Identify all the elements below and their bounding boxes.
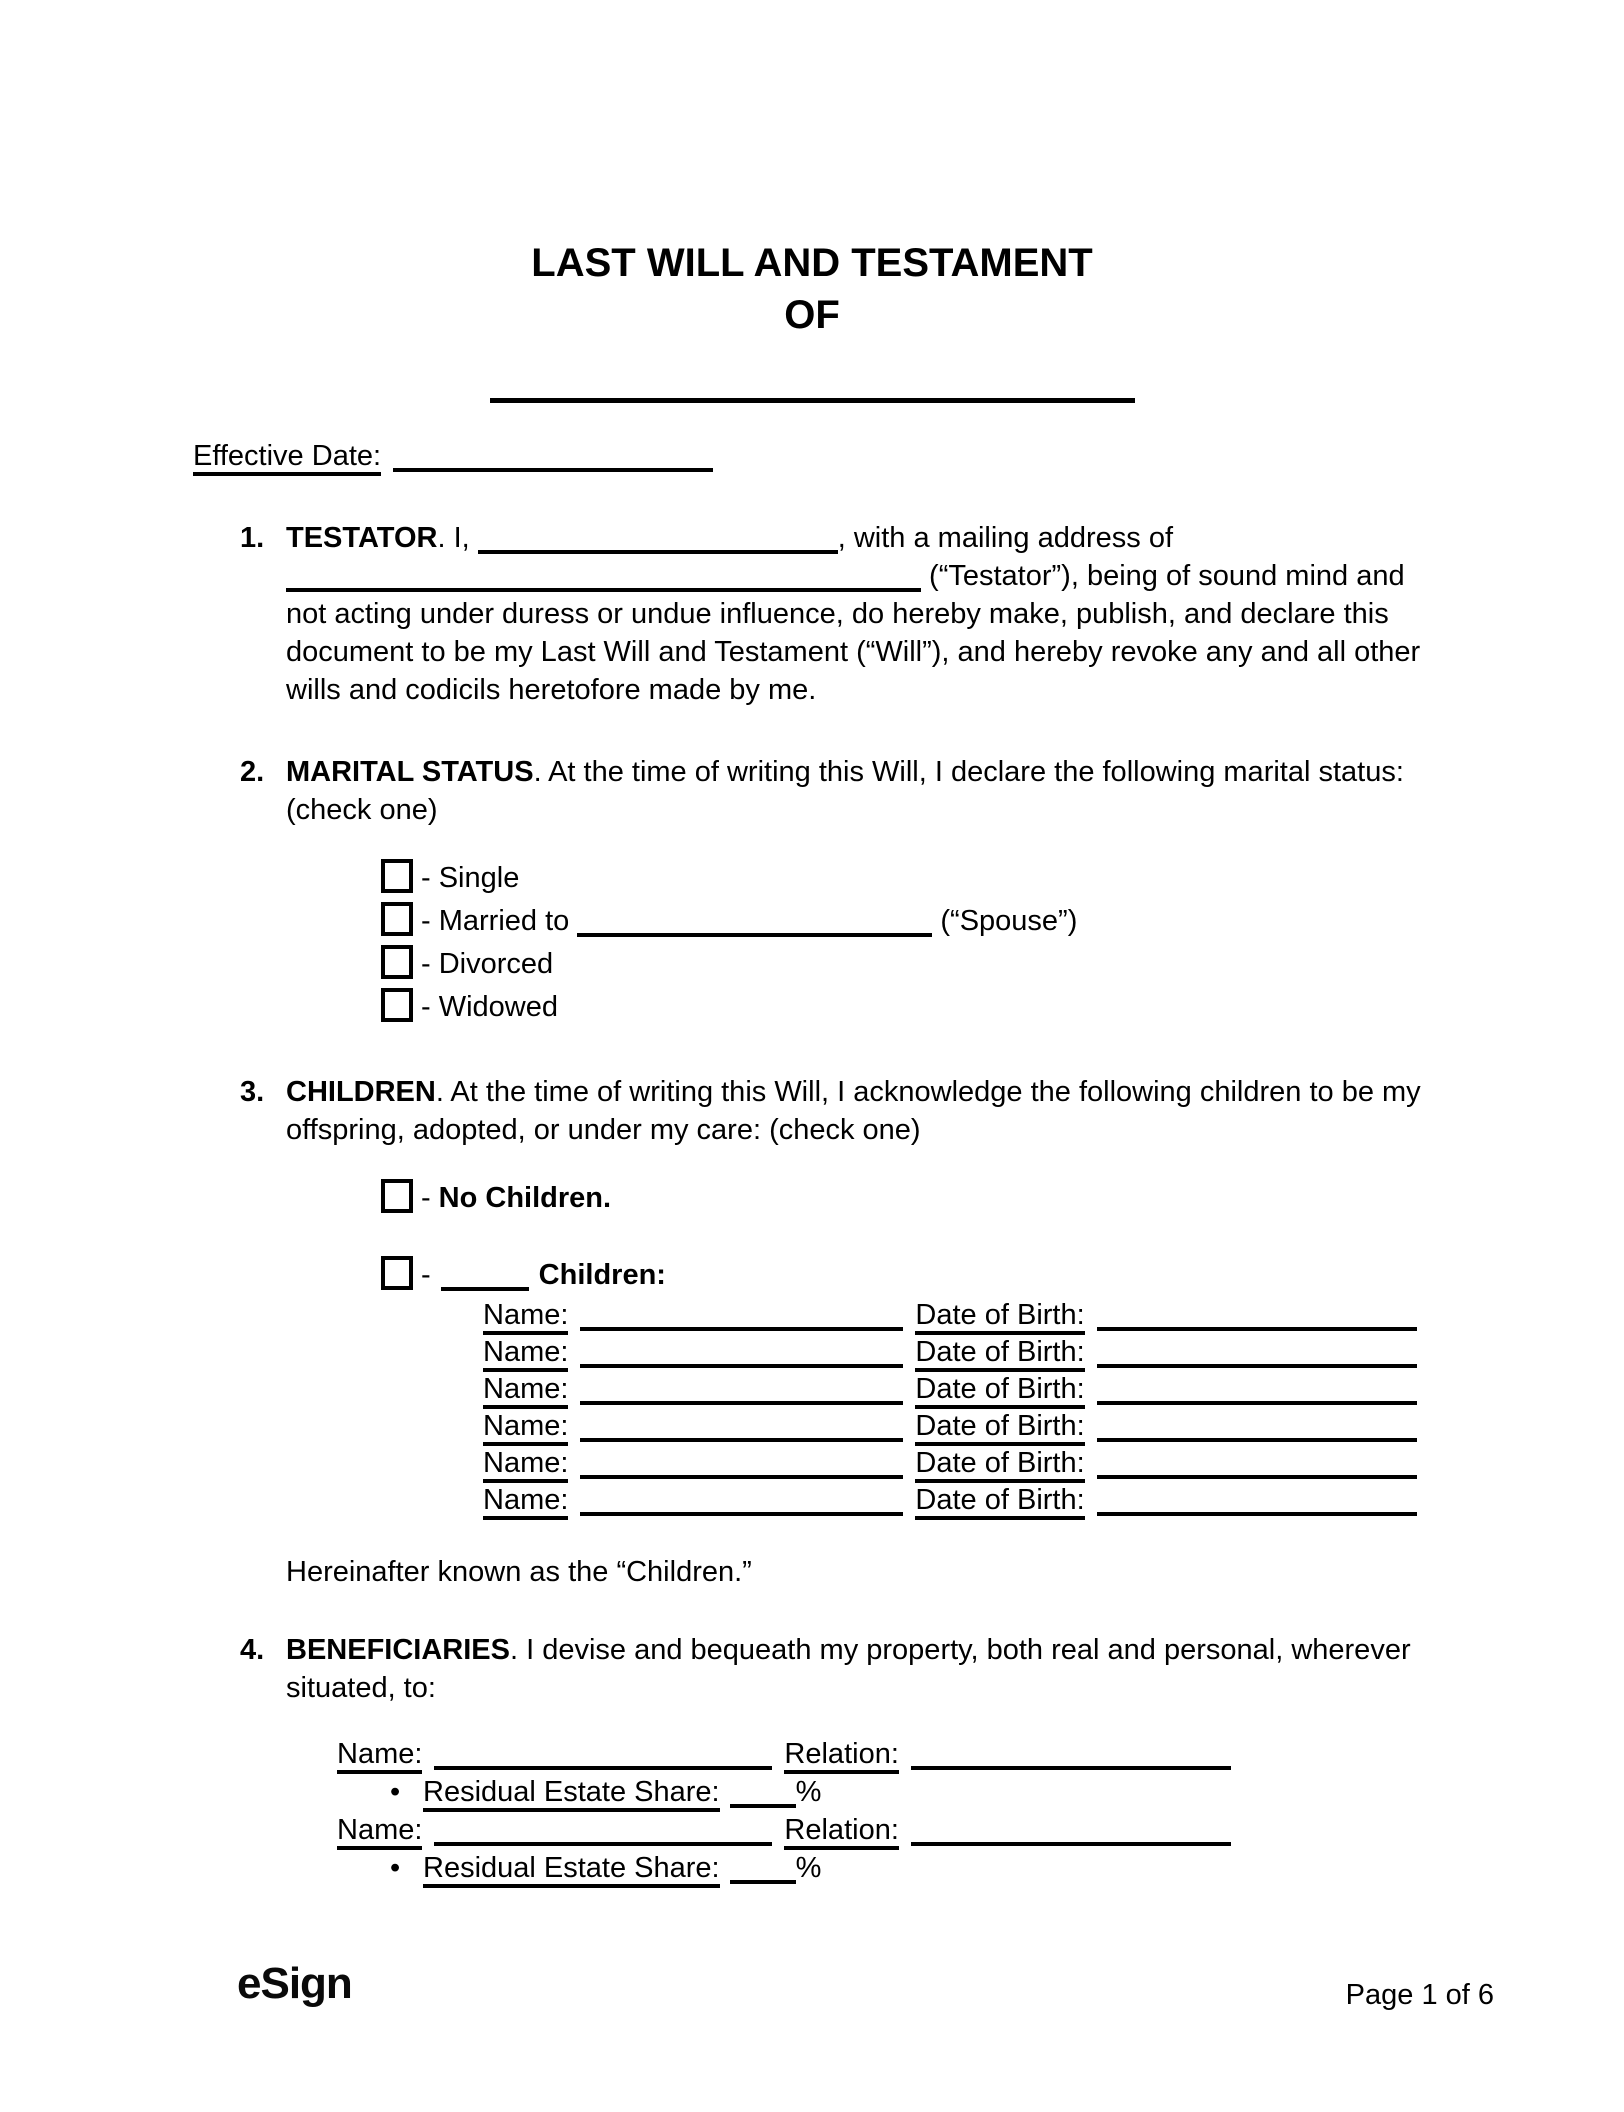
beneficiary-relation-label: Relation: [784, 1814, 898, 1850]
effective-date-row [193, 437, 1431, 475]
beneficiaries-list [286, 1735, 1431, 1887]
children-list [286, 1297, 1431, 1519]
divorced-checkbox[interactable] [381, 945, 413, 979]
beneficiary-row-2 [337, 1811, 1431, 1849]
beneficiaries-body-text: . I devise and bequeath my property, both real and personal, wherever situated, to: [286, 1634, 1411, 1704]
percent-sign: % [795, 1852, 822, 1884]
children-count-field[interactable] [441, 1261, 529, 1291]
child-dob-label: Date of Birth: [915, 1299, 1084, 1335]
beneficiary-share-row-1 [390, 1773, 1431, 1811]
children-options [286, 1177, 1431, 1297]
child-dob-field[interactable] [1097, 1375, 1417, 1405]
residual-share-field[interactable] [730, 1854, 796, 1884]
child-dob-field[interactable] [1097, 1301, 1417, 1331]
marital-option-married [381, 900, 1431, 943]
no-children-checkbox[interactable] [381, 1179, 413, 1213]
child-row-5 [483, 1445, 1431, 1482]
children-option-none [381, 1177, 1431, 1220]
testator-address-field[interactable] [286, 562, 921, 592]
child-dob-label: Date of Birth: [915, 1484, 1084, 1520]
residual-share-field[interactable] [730, 1778, 796, 1808]
child-name-label: Name: [483, 1447, 568, 1483]
spouse-name-field[interactable] [577, 907, 932, 937]
child-name-field[interactable] [580, 1301, 903, 1331]
child-name-field[interactable] [580, 1338, 903, 1368]
divorced-label: - Divorced [421, 948, 554, 980]
testator-intro-text: . I, [437, 522, 478, 554]
child-dob-field[interactable] [1097, 1449, 1417, 1479]
child-name-label: Name: [483, 1299, 568, 1335]
section-children-number: 3. [240, 1076, 265, 1108]
marital-body-text: . At the time of writing this Will, I declare the following marital status: (check one) [286, 756, 1404, 826]
effective-date-label: Effective Date: [193, 440, 381, 476]
testator-name-field[interactable] [478, 524, 838, 554]
widowed-label: - Widowed [421, 991, 558, 1023]
section-beneficiaries [193, 1631, 1431, 1887]
has-children-label: Children: [538, 1259, 666, 1291]
child-row-3 [483, 1371, 1431, 1408]
no-children-dash: - [421, 1182, 431, 1214]
testator-body-text: (“Testator”), being of sound mind and not acting under duress or undue influence, do hereby make, publish, and declare this document to be my Last Will and Testament (“Will”), and hereby revoke any and all other wills and codicils heretofore made by me. [286, 560, 1421, 706]
child-name-field[interactable] [580, 1375, 903, 1405]
title-line-2: OF [784, 293, 840, 337]
section-testator-number: 1. [240, 522, 265, 554]
children-heading: CHILDREN [286, 1076, 436, 1108]
marital-option-single [381, 857, 1431, 900]
beneficiary-relation-field[interactable] [911, 1816, 1231, 1846]
marital-option-divorced [381, 943, 1431, 986]
testator-after-name-text: , with a mailing address of [837, 522, 1174, 554]
spouse-suffix-label: (“Spouse”) [932, 905, 1078, 937]
single-label: - Single [421, 862, 520, 894]
effective-date-field[interactable] [393, 442, 713, 472]
testator-title-name-blank[interactable] [490, 398, 1135, 403]
marital-options [286, 857, 1431, 1029]
beneficiary-row-1 [337, 1735, 1431, 1773]
children-paragraph [286, 1073, 1431, 1149]
child-name-label: Name: [483, 1484, 568, 1520]
child-name-field[interactable] [580, 1449, 903, 1479]
single-checkbox[interactable] [381, 859, 413, 893]
marital-option-widowed [381, 986, 1431, 1029]
beneficiaries-heading: BENEFICIARIES [286, 1634, 510, 1666]
document-title [193, 237, 1431, 341]
child-dob-field[interactable] [1097, 1412, 1417, 1442]
child-dob-label: Date of Birth: [915, 1336, 1084, 1372]
child-name-label: Name: [483, 1373, 568, 1409]
child-name-label: Name: [483, 1336, 568, 1372]
child-name-field[interactable] [580, 1412, 903, 1442]
esign-logo: eSign [237, 1959, 352, 2008]
child-dob-field[interactable] [1097, 1486, 1417, 1516]
children-option-count [381, 1254, 1431, 1297]
section-testator [193, 519, 1431, 709]
beneficiaries-paragraph [286, 1631, 1431, 1707]
child-row-2 [483, 1334, 1431, 1371]
section-children [193, 1073, 1431, 1591]
beneficiary-relation-label: Relation: [784, 1738, 898, 1774]
residual-share-label: Residual Estate Share: [423, 1852, 720, 1888]
child-dob-label: Date of Birth: [915, 1447, 1084, 1483]
percent-sign: % [795, 1776, 822, 1808]
married-label: - Married to [421, 905, 578, 937]
residual-share-label: Residual Estate Share: [423, 1776, 720, 1812]
bullet-icon: • [390, 1852, 401, 1884]
children-body-text: . At the time of writing this Will, I acknowledge the following children to be my offspring, adopted, or under my care: (check one) [286, 1076, 1421, 1146]
beneficiary-share-row-2 [390, 1849, 1431, 1887]
widowed-checkbox[interactable] [381, 988, 413, 1022]
section-marital-number: 2. [240, 756, 265, 788]
beneficiary-relation-field[interactable] [911, 1740, 1231, 1770]
bullet-icon: • [390, 1776, 401, 1808]
beneficiary-name-field[interactable] [434, 1816, 772, 1846]
marital-paragraph [286, 753, 1431, 829]
child-row-4 [483, 1408, 1431, 1445]
married-checkbox[interactable] [381, 902, 413, 936]
section-beneficiaries-number: 4. [240, 1634, 265, 1666]
marital-heading: MARITAL STATUS [286, 756, 534, 788]
has-children-checkbox[interactable] [381, 1256, 413, 1290]
page-number: Page 1 of 6 [1345, 1979, 1494, 2011]
testator-heading: TESTATOR [286, 522, 438, 554]
child-dob-label: Date of Birth: [915, 1410, 1084, 1446]
beneficiary-name-field[interactable] [434, 1740, 772, 1770]
testator-paragraph [286, 519, 1431, 709]
has-children-dash: - [421, 1259, 431, 1291]
child-name-field[interactable] [580, 1486, 903, 1516]
child-dob-label: Date of Birth: [915, 1373, 1084, 1409]
child-row-6 [483, 1482, 1431, 1519]
child-row-1 [483, 1297, 1431, 1334]
no-children-label: No Children. [438, 1182, 612, 1214]
section-marital-status [193, 753, 1431, 1029]
child-dob-field[interactable] [1097, 1338, 1417, 1368]
beneficiary-name-label: Name: [337, 1738, 422, 1774]
title-line-1: LAST WILL AND TESTAMENT [531, 241, 1093, 285]
children-note: Hereinafter known as the “Children.” [286, 1556, 752, 1588]
child-name-label: Name: [483, 1410, 568, 1446]
beneficiary-name-label: Name: [337, 1814, 422, 1850]
